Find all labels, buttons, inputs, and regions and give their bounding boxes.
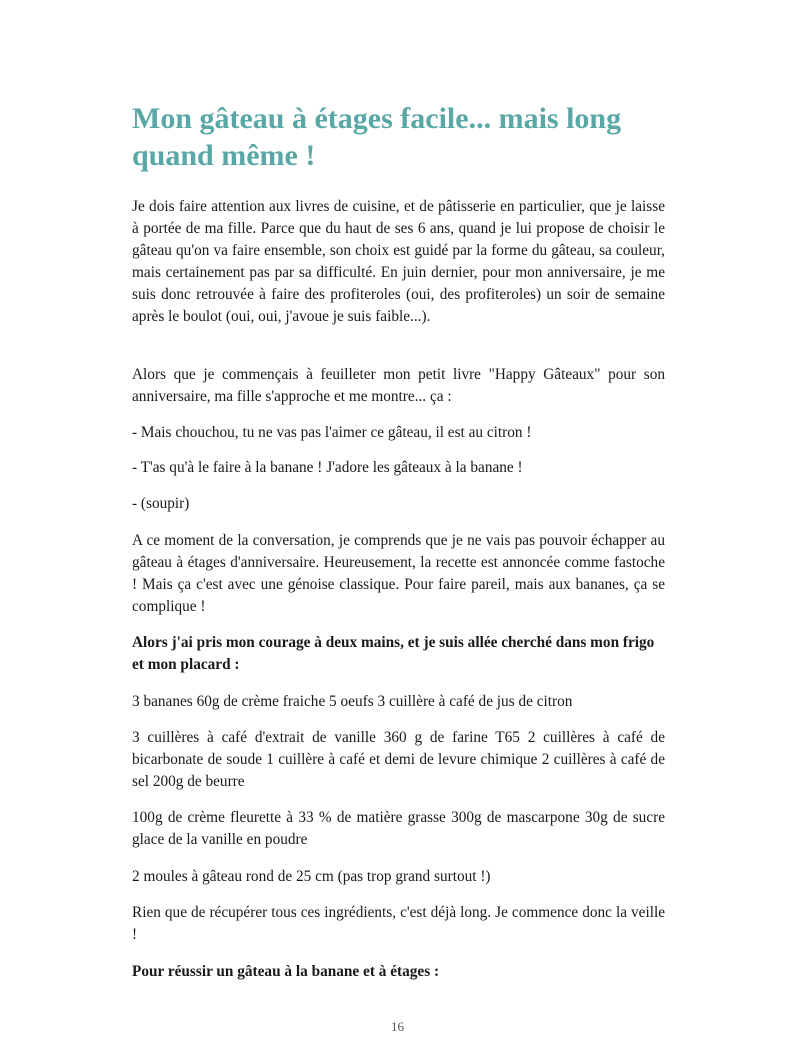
preparation-note: Rien que de récupérer tous ces ingrédients, c'est déjà long. Je commence donc la veille ! [132,904,665,943]
ingredients-list-2: 3 cuillères à café d'extrait de vanille 360 g de farine T65 2 cuillères à café de bicarbonate de soude 1 cuillère à café et demi de levure chimique 2 cuillères à café de sel 200g de beurre [132,729,665,790]
equipment-line: 2 moules à gâteau rond de 25 cm (pas trop grand surtout !) [132,868,491,885]
page-number: 16 [391,1019,404,1034]
dialogue-line-1: - Mais chouchou, tu ne vas pas l'aimer ce gâteau, il est au citron ! [132,424,532,441]
recipe-heading: Pour réussir un gâteau à la banane et à étages : [132,963,440,980]
intro-paragraph: Je dois faire attention aux livres de cuisine, et de pâtisserie en particulier, que je laisse à portée de ma fille. Parce que du haut de ses 6 ans, quand je lui propose de choisir le gâteau qu'on va faire ensemble, son choix est guidé par la forme du gâteau, sa couleur, mais certainement pas par sa difficulté. En juin dernier, pour mon anniversaire, je me suis donc retrouvée à faire des profiteroles (oui, des profiteroles) un soir de semaine après le boulot (oui, oui, j'avoue je suis faible...). [132,198,665,325]
dialogue-line-3: - (soupir) [132,495,190,512]
ingredients-list-3: 100g de crème fleurette à 33 % de matière grasse 300g de mascarpone 30g de sucre glace de la vanille en poudre [132,809,665,848]
ingredients-heading: Alors j'ai pris mon courage à deux mains, et je suis allée cherché dans mon frigo et mon placard : [132,634,655,673]
conversation-paragraph: A ce moment de la conversation, je comprends que je ne vais pas pouvoir échapper au gâteau à étages d'anniversaire. Heureusement, la recette est annoncée comme fastoche ! Mais ça c'est avec une génoise classique. Pour faire pareil, mais aux bananes, ça se complique ! [132,532,665,615]
context-paragraph: Alors que je commençais à feuilleter mon petit livre "Happy Gâteaux" pour son anniversaire, ma fille s'approche et me montre... ça : [132,366,665,405]
dialogue-line-2: - T'as qu'à le faire à la banane ! J'adore les gâteaux à la banane ! [132,459,523,476]
page-title: Mon gâteau à étages facile... mais long quand même ! [132,102,622,172]
ingredients-list-1: 3 bananes 60g de crème fraiche 5 oeufs 3 cuillère à café de jus de citron [132,693,573,710]
